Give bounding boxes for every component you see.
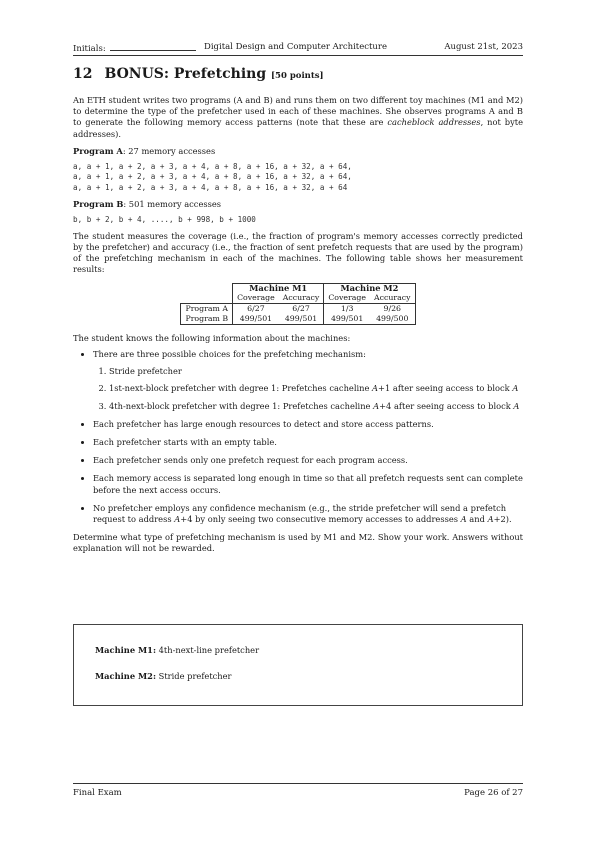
choice-text: Stride prefetcher: [109, 366, 182, 377]
table-cell: 499/501: [233, 314, 279, 324]
math-var: A: [513, 400, 520, 411]
table-cell: 1/3: [324, 304, 370, 314]
section-points: [50 points]: [271, 71, 324, 81]
subheader-accuracy: Accuracy: [370, 293, 415, 303]
header-rule: [73, 55, 523, 56]
math-text: +2: [493, 514, 506, 525]
math-text: +1: [378, 383, 391, 394]
program-a-line: a, a + 1, a + 2, a + 3, a + 4, a + 8, a + 16, a + 32, a + 64,: [73, 172, 352, 182]
table-row: [181, 314, 415, 324]
initials-blank: [110, 42, 196, 51]
section-title: BONUS: Prefetching: [104, 66, 267, 82]
math-var: A: [460, 514, 467, 525]
problem-body: [73, 95, 523, 560]
table-cell: 499/501: [279, 314, 324, 324]
facts-list: [73, 349, 523, 525]
subheader-coverage: Coverage: [328, 293, 366, 303]
footer-rule: [73, 783, 523, 784]
group-header-m1: Machine M1: [233, 283, 324, 293]
list-item: • Each prefetcher starts with an empty table.: [93, 437, 523, 448]
intro-emphasis: cacheblock addresses: [387, 117, 481, 128]
list-item: [93, 503, 523, 525]
list-item-text: and: [466, 514, 488, 525]
results-table: [180, 283, 415, 325]
choice-text: after seeing access to block: [390, 383, 513, 394]
table-cell: 499/501: [324, 314, 370, 324]
math-var: A: [372, 383, 379, 394]
choice-text: 1st-next-block prefetcher with degree 1: Prefetches cacheline: [109, 383, 373, 394]
choice-item: [109, 366, 523, 377]
table-cell: 9/26: [370, 304, 415, 314]
program-a-line: a, a + 1, a + 2, a + 3, a + 4, a + 8, a + 16, a + 32, a + 64: [73, 182, 348, 192]
math-text: +4: [379, 400, 392, 411]
program-a-desc: : 27 memory accesses: [122, 145, 216, 156]
intro-text: An ETH student writes two programs (A and B) and runs them on two different toy machines (M1 and M2) to determine the type of the prefetcher used in each of these machines. She observes programs A and B to generate the following memory access patterns (note that these are: [73, 95, 523, 128]
section-heading: [73, 66, 324, 82]
answer-value: Stride prefetcher: [158, 671, 232, 681]
table-cell: 6/27: [233, 304, 279, 314]
answer-m1: [95, 645, 259, 655]
empty-corner: [181, 293, 233, 303]
subheader-coverage: Coverage: [237, 293, 275, 303]
initials-field: [73, 42, 196, 54]
program-a-heading: [73, 146, 523, 157]
math-var: A: [487, 514, 494, 525]
program-b-line: b, b + 2, b + 4, ...., b + 998, b + 1000: [73, 215, 256, 225]
list-item: • Each prefetcher sends only one prefetch request for each program access.: [93, 455, 523, 466]
program-a-pattern: [73, 162, 523, 193]
list-item: [93, 349, 523, 412]
question-paragraph: Determine what type of prefetching mechanism is used by M1 and M2. Show your work. Answers without explanation will not be rewarded.: [73, 532, 523, 554]
initials-label: Initials:: [73, 44, 106, 54]
empty-corner: [181, 283, 233, 293]
choice-item: [109, 383, 523, 394]
row-label: Program B: [181, 314, 233, 324]
math-text: +4: [180, 514, 193, 525]
math-var: A: [373, 400, 380, 411]
section-number: 12: [73, 66, 93, 82]
measure-paragraph: The student measures the coverage (i.e., the fraction of program's memory accesses correctly predicted by the prefetcher) and accuracy (i.e., the fraction of sent prefetch requests that are used by the program) of the prefetching mechanism in each of the machines. The following table shows her measurement results:: [73, 230, 523, 275]
table-row: [181, 304, 415, 314]
table-cell: 499/500: [370, 314, 415, 324]
answer-label: Machine M1:: [95, 645, 157, 655]
exam-page: [73, 0, 523, 842]
exam-date: August 21st, 2023: [444, 42, 523, 52]
math-var: A: [174, 514, 181, 525]
answer-label: Machine M2:: [95, 671, 157, 681]
math-var: A: [512, 383, 519, 394]
footer-left: Final Exam: [73, 788, 122, 798]
group-header-m2: Machine M2: [324, 283, 415, 293]
choice-text: after seeing access to block: [391, 400, 514, 411]
intro-text-end: , not byte addresses).: [73, 117, 524, 139]
intro-paragraph: [73, 95, 523, 140]
list-item: • Each memory access is separated long enough in time so that all prefetch requests sent can complete before the next access occurs.: [93, 473, 523, 495]
answer-m2: [95, 671, 232, 681]
choice-item: [109, 401, 523, 412]
list-item-text: ).: [505, 514, 512, 525]
table-cell: 6/27: [279, 304, 324, 314]
answer-box[interactable]: [73, 624, 523, 706]
subheader-accuracy: Accuracy: [279, 293, 324, 303]
program-b-desc: : 501 memory accesses: [123, 199, 222, 210]
program-a-label: Program A: [73, 145, 123, 156]
list-item-text: by only seeing two consecutive memory accesses to addresses: [192, 514, 461, 525]
choice-text: 4th-next-block prefetcher with degree 1: Prefetches cacheline: [109, 400, 374, 411]
program-b-pattern: [73, 215, 523, 225]
page-number: Page 26 of 27: [464, 788, 523, 798]
program-a-line: a, a + 1, a + 2, a + 3, a + 4, a + 8, a + 16, a + 32, a + 64,: [73, 162, 352, 172]
knows-paragraph: The student knows the following information about the machines:: [73, 332, 351, 343]
row-label: Program A: [181, 304, 233, 314]
list-item-text: No prefetcher employs any confidence mechanism (e.g., the stride prefetcher will send a prefetch request to address: [93, 502, 507, 525]
choices-list: [93, 366, 523, 412]
list-item-text: There are three possible choices for the prefetching mechanism:: [93, 349, 366, 360]
program-b-heading: [73, 199, 523, 210]
answer-value: 4th-next-line prefetcher: [158, 645, 260, 655]
program-b-label: Program B: [73, 199, 124, 210]
list-item: • Each prefetcher has large enough resources to detect and store access patterns.: [93, 419, 523, 430]
course-title: Digital Design and Computer Architecture: [204, 42, 387, 52]
